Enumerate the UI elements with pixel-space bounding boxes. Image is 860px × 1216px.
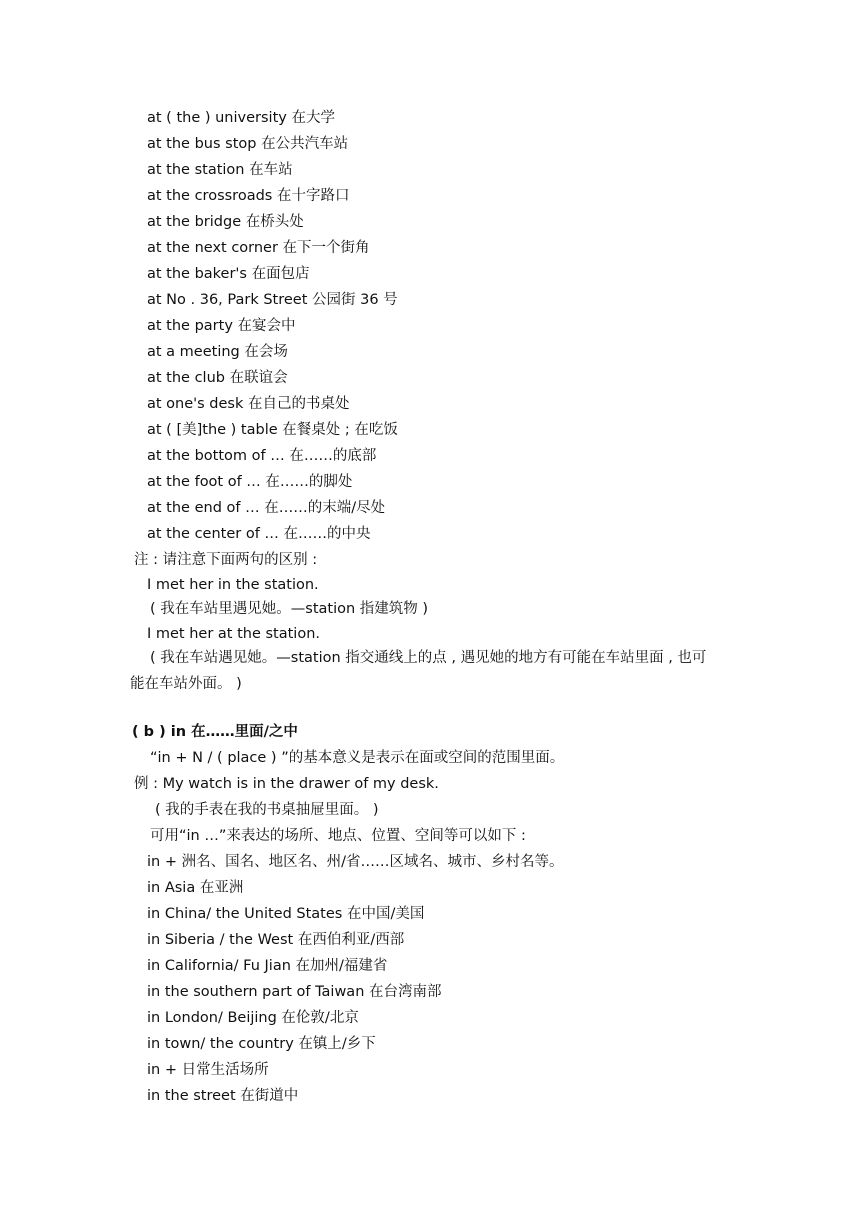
usable-intro: 可用“in …”来表达的场所、地点、位置、空间等可以如下 : <box>150 828 526 844</box>
section-b-meaning: “in + N / ( place ) ”的基本意义是表示在面或空间的范围里面。 <box>150 750 565 766</box>
note-explanation-1: ( 我在车站里遇见她。—station 指建筑物 ) <box>150 601 429 617</box>
in-item: in + 日常生活场所 <box>147 1062 269 1078</box>
note-explanation-2-line1: ( 我在车站遇见她。—station 指交通线上的点 , 遇见她的地方有可能在车站里面 , 也可 <box>150 650 707 666</box>
in-item: in the street 在街道中 <box>147 1088 299 1104</box>
in-item: in London/ Beijing 在伦敦/北京 <box>147 1010 359 1026</box>
at-item: at the station 在车站 <box>147 162 293 178</box>
at-item: at one's desk 在自己的书桌处 <box>147 396 350 412</box>
in-item: in Asia 在亚洲 <box>147 880 244 896</box>
at-item: at the center of … 在……的中央 <box>147 526 371 542</box>
in-item: in Siberia / the West 在西伯利亚/西部 <box>147 932 405 948</box>
example-line: 例 : My watch is in the drawer of my desk. <box>134 776 439 792</box>
at-item: at the party 在宴会中 <box>147 318 296 334</box>
at-item: at the bus stop 在公共汽车站 <box>147 136 349 152</box>
at-item: at ( the ) university 在大学 <box>147 110 335 126</box>
in-item: in town/ the country 在镇上/乡下 <box>147 1036 376 1052</box>
at-item: at a meeting 在会场 <box>147 344 288 360</box>
at-item: at the bottom of … 在……的底部 <box>147 448 377 464</box>
example-translation: ( 我的手表在我的书桌抽屉里面。 ) <box>155 802 379 818</box>
note-explanation-2-line2: 能在车站外面。 ) <box>130 676 242 692</box>
at-item: at the foot of … 在……的脚处 <box>147 474 353 490</box>
in-item: in China/ the United States 在中国/美国 <box>147 906 425 922</box>
in-item: in the southern part of Taiwan 在台湾南部 <box>147 984 442 1000</box>
in-item: in California/ Fu Jian 在加州/福建省 <box>147 958 388 974</box>
note-sentence-2: I met her at the station. <box>147 626 321 642</box>
at-item: at No . 36, Park Street 公园街 36 号 <box>147 292 398 308</box>
at-item: at ( [美]the ) table 在餐桌处 ; 在吃饭 <box>147 422 398 438</box>
in-item: in + 洲名、国名、地区名、州/省……区域名、城市、乡村名等。 <box>147 854 564 870</box>
note-label: 注 : 请注意下面两句的区别 : <box>134 552 318 568</box>
at-item: at the next corner 在下一个街角 <box>147 240 370 256</box>
at-item: at the end of … 在……的末端/尽处 <box>147 500 386 516</box>
at-item: at the baker's 在面包店 <box>147 266 310 282</box>
at-item: at the club 在联谊会 <box>147 370 288 386</box>
at-item: at the crossroads 在十字路口 <box>147 188 350 204</box>
section-b-heading: ( b ) in 在……里面/之中 <box>132 724 298 740</box>
at-item: at the bridge 在桥头处 <box>147 214 304 230</box>
note-sentence-1: I met her in the station. <box>147 577 319 593</box>
